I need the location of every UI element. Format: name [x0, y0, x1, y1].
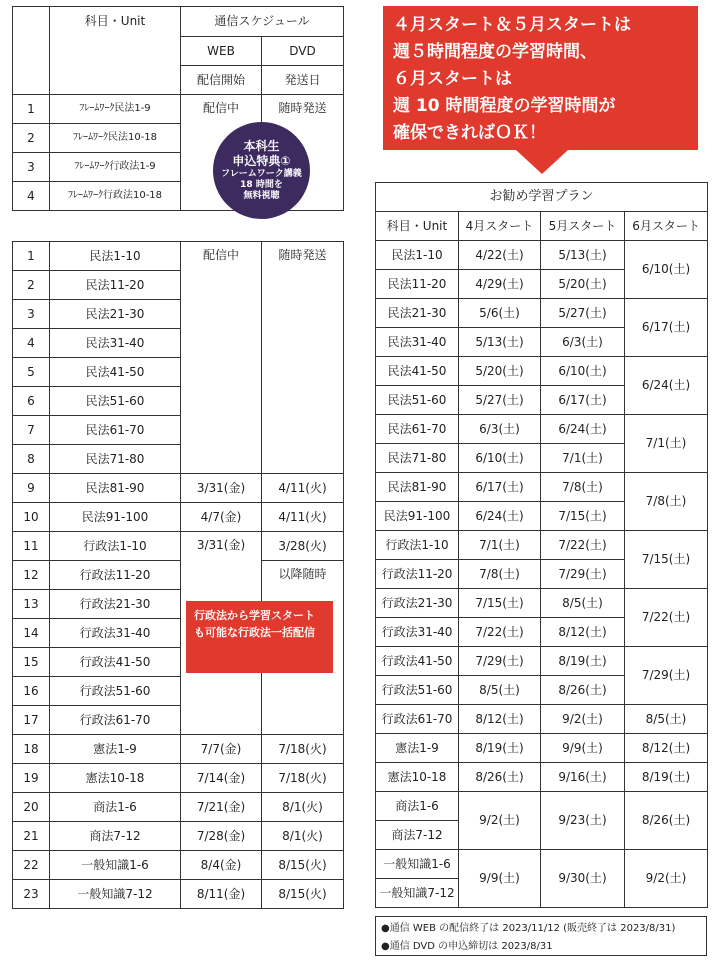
web-start-date: 8/4(金): [181, 851, 262, 880]
table-row: [13, 764, 344, 793]
row-number: 19: [13, 764, 50, 793]
april-start-date: 6/3(土): [459, 415, 541, 444]
june-start-date: 8/26(土): [625, 792, 708, 850]
web-header: WEB: [181, 37, 262, 66]
row-number: 5: [13, 358, 50, 387]
table-row: [13, 532, 344, 561]
june-start-date: 7/15(土): [625, 531, 708, 589]
subject-cell: 一般知識7-12: [50, 880, 181, 909]
subject-cell: 民法31-40: [50, 329, 181, 358]
june-start-date: 7/1(土): [625, 415, 708, 473]
plan-row: [376, 589, 708, 618]
plan-title: お勧め学習プラン: [376, 183, 708, 212]
plan-row: [376, 850, 708, 879]
may-start-date: 7/22(土): [541, 531, 625, 560]
dvd-ship-date: 8/1(火): [262, 793, 344, 822]
april-start-date: 8/12(土): [459, 705, 541, 734]
dvd-ship-date: 8/1(火): [262, 822, 344, 851]
row-number: 4: [13, 182, 50, 211]
subject-cell: 行政法41-50: [50, 648, 181, 677]
plan-subject: 民法91-100: [376, 502, 459, 531]
subject-cell: 行政法61-70: [50, 706, 181, 735]
may-start-date: 5/20(土): [541, 270, 625, 299]
subject-cell: 民法71-80: [50, 445, 181, 474]
row-number: 18: [13, 735, 50, 764]
subject-cell: ﾌﾚｰﾑﾜｰｸ行政法1-9: [50, 153, 181, 182]
web-start-date: 7/28(金): [181, 822, 262, 851]
plan-row: [376, 241, 708, 270]
row-number: 3: [13, 300, 50, 329]
row-number: 9: [13, 474, 50, 503]
april-start-date: 8/19(土): [459, 734, 541, 763]
april-start-date: 5/13(土): [459, 328, 541, 357]
web-note: ●通信 WEB の配信終了は 2023/11/12 (販売終了は 2023/8/31): [381, 923, 676, 934]
may-start-date: 7/15(土): [541, 502, 625, 531]
table-row: [13, 242, 344, 271]
april-start-date: 5/20(土): [459, 357, 541, 386]
row-number: 17: [13, 706, 50, 735]
administrative-law-notice: 行政法から学習スタートも可能な行政法一括配信: [186, 601, 333, 673]
web-start-date: 7/21(金): [181, 793, 262, 822]
row-number: 20: [13, 793, 50, 822]
web-status: 配信中: [181, 242, 262, 474]
row-number: 21: [13, 822, 50, 851]
may-start-date: 6/10(土): [541, 357, 625, 386]
plan-subject: 行政法21-30: [376, 589, 459, 618]
april-start-date: 8/26(土): [459, 763, 541, 792]
web-start-date: 8/11(金): [181, 880, 262, 909]
april-start-date: 6/17(土): [459, 473, 541, 502]
plan-subject: 行政法51-60: [376, 676, 459, 705]
plan-title-row: [376, 183, 708, 212]
may-start-date: 9/2(土): [541, 705, 625, 734]
dvd-header: DVD: [262, 37, 344, 66]
plan-subject: 民法61-70: [376, 415, 459, 444]
subject-header: 科目・Unit: [50, 7, 181, 95]
june-start-date: 8/5(土): [625, 705, 708, 734]
row-number: 23: [13, 880, 50, 909]
plan-column-header: 科目・Unit: [376, 212, 459, 241]
april-start-date: 7/8(土): [459, 560, 541, 589]
web-subheader: 配信開始: [181, 66, 262, 95]
row-number: 7: [13, 416, 50, 445]
table-row: [13, 561, 344, 590]
plan-subject: 民法31-40: [376, 328, 459, 357]
april-start-date: 4/29(土): [459, 270, 541, 299]
subject-cell: 憲法1-9: [50, 735, 181, 764]
row-number: 16: [13, 677, 50, 706]
dvd-subheader: 発送日: [262, 66, 344, 95]
number-header-cell: [13, 7, 50, 95]
subject-cell: 民法41-50: [50, 358, 181, 387]
plan-subject: 民法21-30: [376, 299, 459, 328]
june-start-date: 8/12(土): [625, 734, 708, 763]
table-row: [13, 793, 344, 822]
dvd-ship-date: 7/18(火): [262, 764, 344, 793]
subject-cell: ﾌﾚｰﾑﾜｰｸ行政法10-18: [50, 182, 181, 211]
row-number: 22: [13, 851, 50, 880]
plan-row: [376, 357, 708, 386]
plan-row: [376, 792, 708, 821]
plan-row: [376, 763, 708, 792]
row-number: 6: [13, 387, 50, 416]
subject-cell: 商法7-12: [50, 822, 181, 851]
badge-line: 無料視聴: [243, 190, 280, 201]
dvd-ship-date: 3/28(火): [262, 532, 344, 561]
april-start-date: 5/6(土): [459, 299, 541, 328]
subject-cell: 一般知識1-6: [50, 851, 181, 880]
may-start-date: 9/23(土): [541, 792, 625, 850]
plan-subject: 一般知識1-6: [376, 850, 459, 879]
table-row: [13, 880, 344, 909]
may-start-date: 7/29(土): [541, 560, 625, 589]
web-start-date: 3/31(金): [181, 532, 262, 735]
badge-line: 申込特典①: [232, 154, 291, 169]
june-start-date: 8/19(土): [625, 763, 708, 792]
dvd-ship-date: 8/15(火): [262, 880, 344, 909]
subject-cell: ﾌﾚｰﾑﾜｰｸ民法1-9: [50, 95, 181, 124]
subject-cell: 商法1-6: [50, 793, 181, 822]
dvd-ship-date: 4/11(火): [262, 503, 344, 532]
subject-cell: 行政法51-60: [50, 677, 181, 706]
table-row: [13, 851, 344, 880]
april-start-date: 4/22(土): [459, 241, 541, 270]
schedule-header: 通信スケジュール: [181, 7, 344, 37]
plan-subject: 行政法1-10: [376, 531, 459, 560]
june-start-date: 7/29(土): [625, 647, 708, 705]
web-start-date: 4/7(金): [181, 503, 262, 532]
april-start-date: 6/10(土): [459, 444, 541, 473]
subject-cell: 民法21-30: [50, 300, 181, 329]
row-number: 2: [13, 124, 50, 153]
row-number: 8: [13, 445, 50, 474]
may-start-date: 9/16(土): [541, 763, 625, 792]
may-start-date: 8/19(土): [541, 647, 625, 676]
april-start-date: 8/5(土): [459, 676, 541, 705]
subject-cell: 民法81-90: [50, 474, 181, 503]
plan-row: [376, 734, 708, 763]
dvd-ship-date: 8/15(火): [262, 851, 344, 880]
may-start-date: 8/5(土): [541, 589, 625, 618]
april-start-date: 9/2(土): [459, 792, 541, 850]
june-start-date: 6/24(土): [625, 357, 708, 415]
june-start-date: 9/2(土): [625, 850, 708, 908]
row-number: 1: [13, 242, 50, 271]
plan-row: [376, 473, 708, 502]
may-start-date: 6/3(土): [541, 328, 625, 357]
plan-header-row: [376, 212, 708, 241]
june-start-date: 7/8(土): [625, 473, 708, 531]
subject-cell: 民法51-60: [50, 387, 181, 416]
subject-cell: ﾌﾚｰﾑﾜｰｸ民法10-18: [50, 124, 181, 153]
notice-line: 週 10 時間程度の学習時間が: [393, 96, 616, 116]
plan-subject: 憲法1-9: [376, 734, 459, 763]
plan-subject: 民法71-80: [376, 444, 459, 473]
notice-line: ６月スタートは: [393, 69, 512, 89]
may-start-date: 7/8(土): [541, 473, 625, 502]
row-number: 12: [13, 561, 50, 590]
web-start-date: 7/7(金): [181, 735, 262, 764]
dvd-note: ●通信 DVD の申込締切は 2023/8/31: [381, 941, 553, 952]
plan-subject: 民法1-10: [376, 241, 459, 270]
enrollment-bonus-badge: [213, 122, 310, 219]
plan-subject: 憲法10-18: [376, 763, 459, 792]
plan-row: [376, 299, 708, 328]
plan-subject: 行政法11-20: [376, 560, 459, 589]
april-start-date: 7/29(土): [459, 647, 541, 676]
row-number: 14: [13, 619, 50, 648]
june-start-date: 6/17(土): [625, 299, 708, 357]
row-number: 13: [13, 590, 50, 619]
may-start-date: 9/9(土): [541, 734, 625, 763]
web-status: 配信中: [181, 95, 262, 211]
plan-column-header: 6月スタート: [625, 212, 708, 241]
may-start-date: 8/12(土): [541, 618, 625, 647]
plan-subject: 民法81-90: [376, 473, 459, 502]
plan-subject: 行政法41-50: [376, 647, 459, 676]
plan-subject: 一般知識7-12: [376, 879, 459, 908]
plan-column-header: 4月スタート: [459, 212, 541, 241]
table-row: [13, 822, 344, 851]
main-schedule-table: [12, 241, 344, 909]
plan-row: [376, 415, 708, 444]
april-start-date: 5/27(土): [459, 386, 541, 415]
row-number: 1: [13, 95, 50, 124]
plan-subject: 行政法61-70: [376, 705, 459, 734]
april-start-date: 7/22(土): [459, 618, 541, 647]
subject-cell: 行政法1-10: [50, 532, 181, 561]
web-start-date: 3/31(金): [181, 474, 262, 503]
row-number: 3: [13, 153, 50, 182]
table-row: [13, 474, 344, 503]
subject-cell: 民法1-10: [50, 242, 181, 271]
may-start-date: 5/13(土): [541, 241, 625, 270]
june-start-date: 7/22(土): [625, 589, 708, 647]
dvd-ship-date: 4/11(火): [262, 474, 344, 503]
april-start-date: 7/1(土): [459, 531, 541, 560]
plan-row: [376, 647, 708, 676]
subject-cell: 憲法10-18: [50, 764, 181, 793]
may-start-date: 5/27(土): [541, 299, 625, 328]
badge-line: フレームワーク講義: [221, 169, 302, 180]
subject-cell: 行政法21-30: [50, 590, 181, 619]
april-start-date: 7/15(土): [459, 589, 541, 618]
recommended-plan-table: [375, 182, 708, 908]
notice-line: 週５時間程度の学習時間、: [393, 42, 597, 62]
notice-line: 確保できればＯＫ！: [393, 123, 546, 143]
plan-subject: 民法11-20: [376, 270, 459, 299]
down-arrow-icon: [516, 150, 568, 174]
table-row: [13, 503, 344, 532]
badge-line: 本科生: [243, 139, 280, 154]
subject-cell: 行政法11-20: [50, 561, 181, 590]
plan-subject: 商法7-12: [376, 821, 459, 850]
plan-row: [376, 531, 708, 560]
dvd-status: 随時発送: [262, 95, 344, 211]
plan-subject: 行政法31-40: [376, 618, 459, 647]
may-start-date: 6/17(土): [541, 386, 625, 415]
notice-line: ４月スタート＆５月スタートは: [393, 15, 631, 35]
subject-cell: 民法91-100: [50, 503, 181, 532]
april-start-date: 9/9(土): [459, 850, 541, 908]
subject-cell: 民法11-20: [50, 271, 181, 300]
plan-subject: 民法51-60: [376, 386, 459, 415]
badge-line: 18 時間を: [240, 180, 283, 191]
web-start-date: 7/14(金): [181, 764, 262, 793]
plan-subject: 商法1-6: [376, 792, 459, 821]
dvd-status: 随時発送: [262, 242, 344, 474]
may-start-date: 6/24(土): [541, 415, 625, 444]
may-start-date: 9/30(土): [541, 850, 625, 908]
may-start-date: 8/26(土): [541, 676, 625, 705]
row-number: 10: [13, 503, 50, 532]
study-time-notice: [383, 6, 698, 150]
plan-column-header: 5月スタート: [541, 212, 625, 241]
june-start-date: 6/10(土): [625, 241, 708, 299]
row-number: 4: [13, 329, 50, 358]
subject-cell: 民法61-70: [50, 416, 181, 445]
plan-row: [376, 705, 708, 734]
dvd-ship-date: 7/18(火): [262, 735, 344, 764]
row-number: 15: [13, 648, 50, 677]
april-start-date: 6/24(土): [459, 502, 541, 531]
row-number: 2: [13, 271, 50, 300]
table-row: [13, 735, 344, 764]
dvd-ship-date: 以降随時: [262, 561, 344, 735]
subject-cell: 行政法31-40: [50, 619, 181, 648]
may-start-date: 7/1(土): [541, 444, 625, 473]
row-number: 11: [13, 532, 50, 561]
plan-subject: 民法41-50: [376, 357, 459, 386]
